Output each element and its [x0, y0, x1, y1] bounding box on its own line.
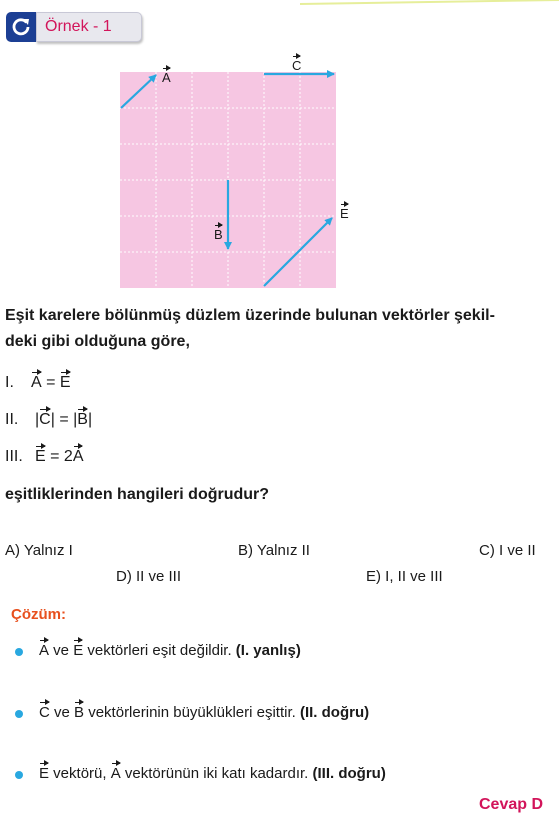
vector-a-label: A: [162, 70, 171, 85]
example-badge: [0, 12, 140, 42]
option-c[interactable]: C) I ve II: [479, 542, 536, 559]
badge-icon-box: [6, 12, 36, 42]
vector-grid-figure: [110, 62, 360, 292]
solution-title: Çözüm:: [11, 606, 66, 623]
bullet-dot-icon: [15, 771, 23, 779]
statement-2: II. |C| = |B|: [5, 411, 93, 428]
vector-c-label: C: [292, 58, 302, 73]
refresh-circle-icon: [6, 12, 36, 42]
solution-item-1: A ve E vektörleri eşit değildir. (I. yanlış): [39, 642, 301, 659]
option-e[interactable]: E) I, II ve III: [366, 568, 443, 585]
option-b[interactable]: B) Yalnız II: [238, 542, 310, 559]
question-ask: eşitliklerinden hangileri doğrudur?: [5, 486, 270, 503]
statement-1: I. A = E: [5, 374, 71, 391]
question-text: Eşit karelere bölünmüş düzlem üzerinde bulunan vektörler şekil- deki gibi olduğuna göre,: [5, 307, 495, 350]
option-a[interactable]: A) Yalnız I: [5, 542, 73, 559]
answer-label: Cevap D: [479, 796, 544, 813]
top-decor-line: [300, 0, 559, 5]
option-d[interactable]: D) II ve III: [116, 568, 182, 585]
example-title: Örnek - 1: [45, 18, 112, 35]
bullet-dot-icon: [15, 648, 23, 656]
bullet-dot-icon: [15, 710, 23, 718]
statement-3: III. E = 2A: [5, 448, 84, 465]
solution-item-3: E vektörü, A vektörünün iki katı kadardır. (III. doğru): [39, 765, 386, 782]
badge-label-box: [36, 12, 142, 42]
vector-b-label: B: [214, 227, 223, 242]
solution-item-2: C ve B vektörlerinin büyüklükleri eşittir. (II. doğru): [39, 704, 370, 721]
vector-e-label: E: [340, 206, 349, 221]
